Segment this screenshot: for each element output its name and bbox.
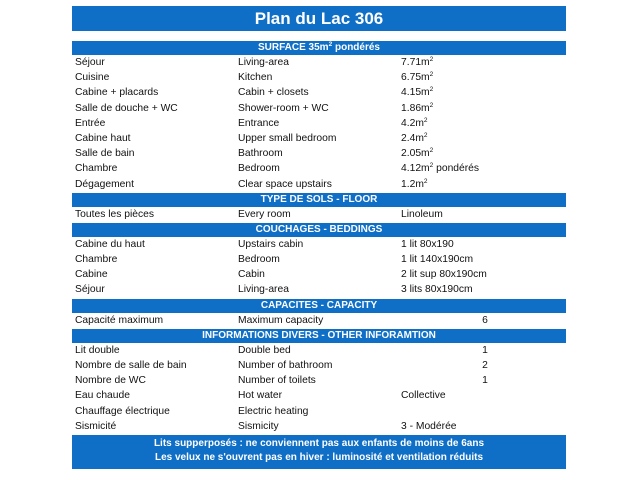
row-value: Collective xyxy=(401,390,446,402)
row-label-en: Shower-room + WC xyxy=(238,102,329,114)
table-row xyxy=(72,85,566,100)
table-row xyxy=(72,358,566,373)
table-row xyxy=(72,404,566,419)
table-row xyxy=(72,101,566,116)
table-row xyxy=(72,267,566,282)
row-label-en: Number of bathroom xyxy=(238,360,333,371)
row-label-en: Upstairs cabin xyxy=(238,238,304,250)
table-row xyxy=(72,343,566,358)
row-value: $7.71m^2$ xyxy=(401,56,434,68)
row-label-en: Hot water xyxy=(238,390,283,402)
row-label-fr: Nombre de WC xyxy=(75,375,146,387)
row-value: 1 lit 80x190 xyxy=(401,238,454,250)
row-label-fr: Cabine haut xyxy=(75,132,131,144)
row-label-en: Double bed xyxy=(238,344,291,356)
row-label-fr: Séjour xyxy=(75,284,105,296)
row-value: $1.2m^2$ xyxy=(401,177,428,190)
row-value: 3 lits 80x190cm xyxy=(401,284,473,296)
row-label-fr: Lit double xyxy=(75,344,120,356)
row-value: 1 lit 140x190cm xyxy=(401,254,474,266)
row-label-fr: Entrée xyxy=(75,117,106,129)
row-label-en: Living-area xyxy=(238,284,289,296)
row-label-en: Every room xyxy=(238,208,291,220)
row-label-fr: Sismicité xyxy=(75,420,117,432)
row-value: 2 xyxy=(482,360,488,371)
row-label-en: Sismicity xyxy=(238,420,279,432)
table-row xyxy=(72,388,566,403)
row-label-fr: Nombre de salle de bain xyxy=(75,360,187,371)
row-value: 1 xyxy=(482,375,488,387)
row-value: Linoleum xyxy=(401,208,443,220)
row-label-en: Living-area xyxy=(238,57,289,68)
section-header-capacites: CAPACITES - CAPACITY xyxy=(72,298,566,313)
row-label-fr: Séjour xyxy=(75,57,105,68)
row-label-fr: Eau chaude xyxy=(75,390,130,402)
row-label-fr: Salle de bain xyxy=(75,148,135,160)
row-label-en: Bedroom xyxy=(238,254,280,266)
row-label-en: Kitchen xyxy=(238,72,273,84)
table-row xyxy=(72,282,566,297)
row-value: $4.12m^2$ pondérés xyxy=(401,162,480,175)
table-row xyxy=(72,131,566,146)
row-label-fr: Chambre xyxy=(75,163,118,175)
footer-notes xyxy=(72,434,566,469)
section-header-couchages: COUCHAGES - BEDDINGS xyxy=(72,222,566,237)
row-label-en: Entrance xyxy=(238,117,280,129)
row-value: $6.75m^2$ xyxy=(401,71,434,84)
row-label-en: Number of toilets xyxy=(238,375,316,387)
row-value: $4.15m^2$ xyxy=(401,86,434,99)
row-label-en: Bedroom xyxy=(238,163,280,175)
row-value: $1.86m^2$ xyxy=(401,101,434,114)
row-label-en: Upper small bedroom xyxy=(238,132,337,144)
row-label-fr: Chauffage électrique xyxy=(75,405,170,417)
table-row xyxy=(72,252,566,267)
row-value: 1 xyxy=(482,344,488,356)
row-value: 6 xyxy=(482,314,488,326)
row-label-fr: Cabine du haut xyxy=(75,238,145,250)
section-header-surface: SURFACE $35m^2$ pondérés xyxy=(72,40,566,55)
row-value: $2.05m^2$ xyxy=(401,147,434,160)
section-header-divers: INFORMATIONS DIVERS - OTHER INFORAMTION xyxy=(72,328,566,343)
row-value: $4.2m^2$ xyxy=(401,116,428,129)
row-label-fr: Cabine + placards xyxy=(75,87,159,99)
table-row xyxy=(72,116,566,131)
table-row xyxy=(72,313,566,328)
footer-note-2: Les velux ne s'ouvrent pas en hiver : luminosité et ventilation réduits xyxy=(154,452,484,464)
row-label-fr: Chambre xyxy=(75,254,118,266)
row-label-fr: Salle de douche + WC xyxy=(75,102,178,114)
table-row xyxy=(72,177,566,192)
row-label-fr: Cabine xyxy=(75,269,108,281)
table-row xyxy=(72,207,566,222)
row-label-en: Bathroom xyxy=(238,148,283,160)
row-label-en: Cabin + closets xyxy=(238,87,309,99)
table-row xyxy=(72,55,566,70)
page-title: Plan du Lac 306 xyxy=(72,6,566,31)
table-row xyxy=(72,237,566,252)
row-label-fr: Toutes les pièces xyxy=(75,208,154,220)
table-row xyxy=(72,146,566,161)
section-header-sols: TYPE DE SOLS - FLOOR xyxy=(72,192,566,207)
table-row xyxy=(72,419,566,434)
row-label-en: Maximum capacity xyxy=(238,314,324,326)
footer-note-1: Lits supperposés : ne conviennent pas aux enfants de moins de 6ans xyxy=(153,437,485,449)
row-value: $2.4m^2$ xyxy=(401,131,428,144)
row-label-en: Electric heating xyxy=(238,405,309,417)
row-value: 2 lit sup 80x190cm xyxy=(401,269,487,281)
row-label-en: Cabin xyxy=(238,269,265,281)
table-row xyxy=(72,161,566,176)
row-label-fr: Cuisine xyxy=(75,72,110,84)
row-label-en: Clear space upstairs xyxy=(238,178,332,190)
row-value: 3 - Modérée xyxy=(401,420,457,432)
sections-container xyxy=(72,40,566,434)
table-row xyxy=(72,373,566,388)
table-row xyxy=(72,70,566,85)
info-sheet xyxy=(72,6,566,469)
row-label-fr: Dégagement xyxy=(75,178,134,190)
row-label-fr: Capacité maximum xyxy=(75,314,164,326)
